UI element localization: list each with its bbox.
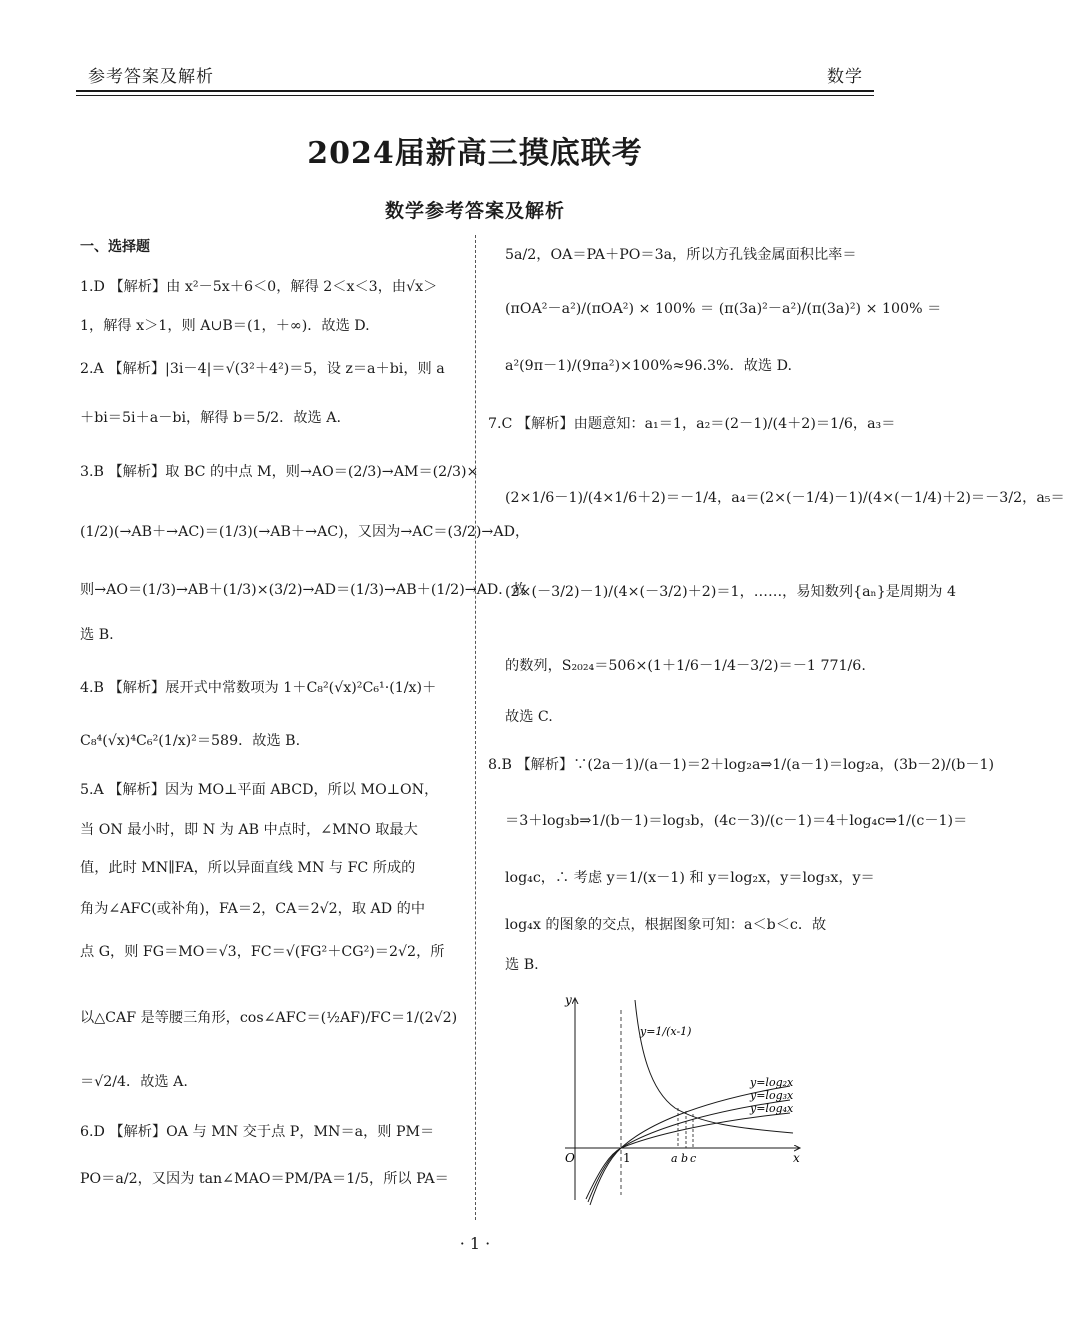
- answer-line: log₄c，∴ 考虑 y＝1/(x－1) 和 y＝log₂x，y＝log₃x，y＝: [505, 870, 875, 886]
- answer-line: 当 ON 最小时，即 N 为 AB 中点时，∠MNO 取最大: [80, 822, 418, 838]
- answer-line: a²(9π－1)/(9πa²)×100%≈96.3%．故选 D.: [505, 358, 792, 374]
- page-subtitle: 数学参考答案及解析: [384, 200, 565, 222]
- hyperbola-label: y=1/(x-1): [640, 1025, 692, 1038]
- answer-line: 3.B 【解析】取 BC 的中点 M，则→AO＝(2/3)→AM＝(2/3)×: [80, 464, 479, 480]
- answer-line: 角为∠AFC(或补角)，FA＝2，CA＝2√2，取 AD 的中: [80, 901, 426, 917]
- answer-line: ＋bi＝5i＋a－bi，解得 b＝5/2．故选 A.: [80, 410, 342, 426]
- answer-line: 以△CAF 是等腰三角形，cos∠AFC＝(½AF)/FC＝1/(2√2): [80, 1010, 458, 1026]
- answer-line: 的数列，S₂₀₂₄＝506×(1＋1/6－1/4－3/2)＝－1 771/6.: [505, 658, 866, 674]
- answer-line: 选 B.: [80, 627, 114, 643]
- header-left: 参考答案及解析: [88, 67, 214, 87]
- answer-line: 5.A 【解析】因为 MO⊥平面 ABCD，所以 MO⊥ON，: [80, 782, 439, 798]
- answer-line: 2.A 【解析】|3i－4|＝√(3²＋4²)＝5，设 z＝a＋bi，则 a: [80, 361, 445, 377]
- answer-line: 点 G，则 FG＝MO＝√3，FC＝√(FG²＋CG²)＝2√2，所: [80, 944, 445, 960]
- page-title: 2024届新高三摸底联考: [307, 136, 643, 171]
- answer-line: 值，此时 MN∥FA，所以异面直线 MN 与 FC 所成的: [80, 860, 416, 876]
- log4-label: y=log₄x: [750, 1102, 794, 1115]
- function-graph: [545, 990, 810, 1210]
- answer-line: 4.B 【解析】展开式中常数项为 1＋C₈²(√x)²C₆¹·(1/x)＋: [80, 680, 437, 696]
- answer-line: 7.C 【解析】由题意知：a₁＝1，a₂＝(2－1)/(4＋2)＝1/6，a₃＝: [488, 416, 896, 432]
- answer-line: PO＝a/2，又因为 tan∠MAO＝PM/PA＝1/5，所以 PA＝: [80, 1171, 449, 1187]
- page-number: · 1 ·: [459, 1234, 491, 1253]
- answer-line: 选 B.: [505, 957, 539, 973]
- a-label: a: [671, 1152, 678, 1165]
- answer-line: C₈⁴(√x)⁴C₆²(1/x)²＝589．故选 B.: [80, 733, 301, 749]
- answer-line: (πOA²－a²)/(πOA²) × 100% ＝ (π(3a)²－a²)/(π(3a)²) × 100% ＝: [505, 301, 942, 317]
- answer-line: 1.D 【解析】由 x²－5x＋6＜0，解得 2＜x＜3，由√x＞: [80, 279, 438, 295]
- section-heading: 一、选择题: [80, 239, 150, 255]
- answer-line: (2×(－3/2)－1)/(4×(－3/2)＋2)＝1，……，易知数列{aₙ}是周期为 4: [505, 584, 957, 600]
- column-divider: [475, 235, 476, 1220]
- origin-label: O: [565, 1151, 575, 1165]
- b-label: b: [681, 1152, 689, 1165]
- header-right: 数学: [827, 67, 863, 87]
- answer-line: 8.B 【解析】∵(2a－1)/(a－1)＝2＋log₂a⇒1/(a－1)＝log₂a，(3b－2)/(b－1): [488, 757, 995, 773]
- answer-line: ＝√2/4．故选 A.: [80, 1074, 188, 1090]
- answer-line: ＝3＋log₃b⇒1/(b－1)＝log₃b，(4c－3)/(c－1)＝4＋log₄c⇒1/(c－1)＝: [505, 813, 968, 829]
- answer-line: 5a/2，OA＝PA＋PO＝3a，所以方孔钱金属面积比率＝: [505, 247, 857, 263]
- answer-line: 故选 C.: [505, 709, 553, 725]
- answer-line: (2×1/6－1)/(4×1/6＋2)＝－1/4，a₄＝(2×(－1/4)－1)/(4×(－1/4)＋2)＝－3/2，a₅＝: [505, 490, 1065, 506]
- x-axis-label: x: [793, 1151, 800, 1165]
- header-rule-thin: [76, 95, 874, 96]
- answer-line: 则→AO＝(1/3)→AB＋(1/3)×(3/2)→AD＝(1/3)→AB＋(1/2)→AD．故: [80, 582, 527, 598]
- answer-line: 6.D 【解析】OA 与 MN 交于点 P，MN＝a，则 PM＝: [80, 1124, 435, 1140]
- one-label: 1: [623, 1151, 631, 1165]
- header-rule: [76, 90, 874, 92]
- log2-label: y=log₂x: [750, 1076, 794, 1089]
- log3-label: y=log₃x: [750, 1089, 794, 1102]
- c-label: c: [690, 1152, 697, 1165]
- answer-line: log₄x 的图象的交点，根据图象可知：a＜b＜c．故: [505, 917, 827, 933]
- answer-line: 1，解得 x＞1，则 A∪B＝(1，＋∞)．故选 D.: [80, 318, 370, 334]
- y-axis-label: y: [565, 993, 572, 1007]
- answer-line: (1/2)(→AB＋→AC)＝(1/3)(→AB＋→AC)，又因为→AC＝(3/2)→AD，: [80, 524, 530, 540]
